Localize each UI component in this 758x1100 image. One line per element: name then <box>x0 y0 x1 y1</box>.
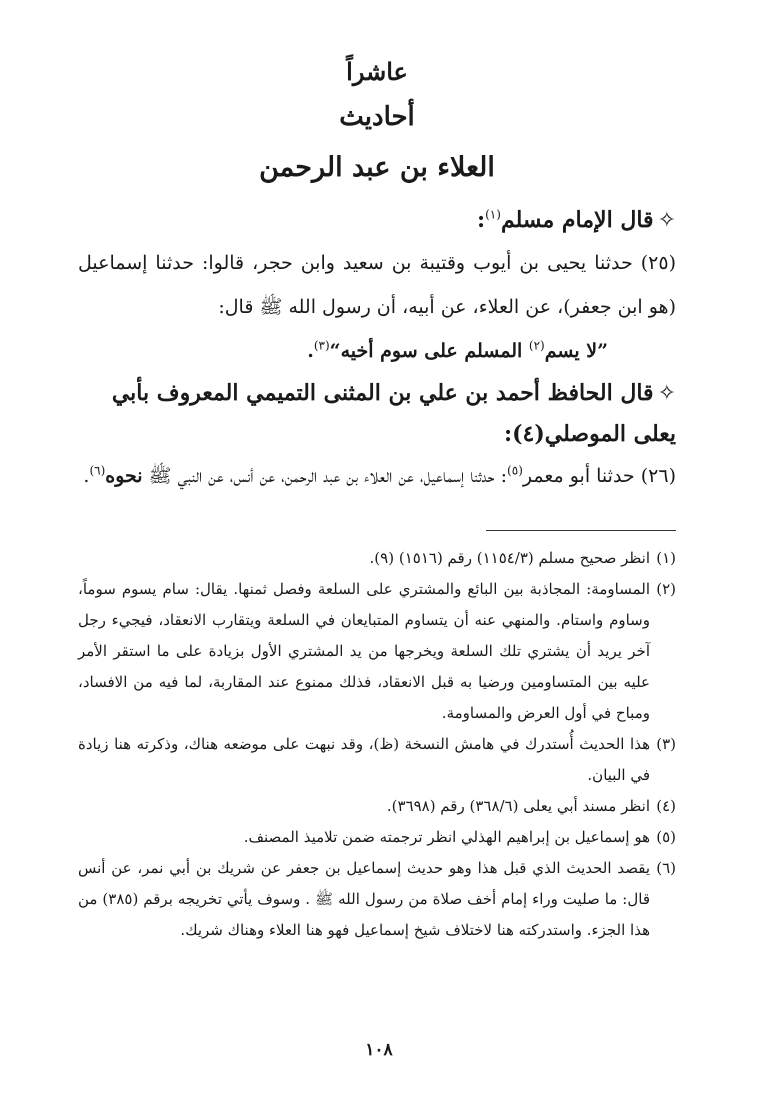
footnote-number: (٤) <box>656 797 676 815</box>
footnote-1 <box>78 543 676 574</box>
footnote-text: هو إسماعيل بن إبراهيم الهذلي انظر ترجمته ضمن تلاميذ المصنف. <box>243 828 650 846</box>
chapter-title: العلاء بن عبد الرحمن <box>259 152 495 183</box>
footnote-ref: (٥) <box>507 463 523 478</box>
hadith-26 <box>78 454 676 498</box>
hadith-text-a: حدثنا أبو معمر <box>522 465 635 487</box>
hadith-number: (٢٥) <box>640 252 676 274</box>
quote-part-2: المسلم على سوم أخيه“ <box>329 340 529 362</box>
heading-text: قال الحافظ أحمد بن علي بن المثنى التميمي المعروف بأبي يعلى الموصلي(٤): <box>111 380 676 447</box>
hadith-end: . <box>83 465 90 487</box>
footnote-ref: (٦) <box>89 463 106 478</box>
hadith-number: (٢٦) <box>640 465 676 487</box>
hadith-25 <box>78 241 676 329</box>
footnote-number: (١) <box>656 549 676 567</box>
footnotes <box>78 543 676 946</box>
page-body <box>78 50 676 946</box>
star-icon: ✧ <box>657 208 676 233</box>
footnote-separator <box>486 530 676 531</box>
footnote-text: انظر صحيح مسلم (١١٥٤/٣) رقم (١٥١٦) (٩). <box>369 549 650 567</box>
page-number: ١٠٨ <box>365 1040 393 1060</box>
footnote-text: المساومة: المجاذبة بين البائع والمشتري على السلعة وفصل ثمنها. يقال: سام يسوم سوماً، وساوم واستام. والمنهي عنه أن يتساوم المتبايعان في السلعة ويتقارب الانعقاد، فيجيء رجل آخر يريد أن يشتري تلك السلعة ويخرجها من يد المشتري الأول بزيادة على ما استقر الأمر عليه بين المتساومين ورضيا به قبل الانعقاد، فذلك ممنوع عند المقاربة، لما فيه من الافساد، ومباح في أول العرض والمساومة. <box>78 580 650 722</box>
footnote-ref: (٢) <box>528 338 545 353</box>
quote-end: . <box>307 340 314 362</box>
footnote-2 <box>78 574 676 729</box>
hadith-quote <box>78 329 676 373</box>
footnote-number: (٢) <box>656 580 676 598</box>
footnote-ref: (١) <box>485 207 501 222</box>
footnote-5 <box>78 822 676 853</box>
footnote-text: انظر مسند أبي يعلى (٣٦٨/٦) رقم (٣٦٩٨). <box>386 797 650 815</box>
footnote-text: هذا الحديث أُستدرك في هامش النسخة (ظ)، وقد نبهت على موضعه هناك، وذكرته هنا زيادة في البيان. <box>78 735 650 784</box>
heading-colon: : <box>476 207 486 233</box>
footnote-text: يقصد الحديث الذي قبل هذا وهو حديث إسماعيل بن جعفر عن شريك بن أبي نمر، عن أنس قال: ما صليت وراء إمام أخف صلاة من رسول الله ﷺ . وسوف يأتي تخريجه برقم (٣٨٥) من هذا الجزء. واستدركته هنا لاختلاف شيخ إسماعيل فهو هنا العلاء وهناك شريك. <box>78 859 650 939</box>
footnote-4 <box>78 791 676 822</box>
footnote-number: (٦) <box>656 859 676 877</box>
title-block <box>78 50 676 196</box>
quote-part-1: ”لا يسم <box>544 340 608 362</box>
footnote-number: (٣) <box>656 735 676 753</box>
section-heading-abu-yala <box>78 373 676 454</box>
footnote-number: (٥) <box>656 828 676 846</box>
star-icon: ✧ <box>657 381 676 406</box>
hadith-text: حدثنا يحيى بن أيوب وقتيبة بن سعيد وابن حجر، قالوا: حدثنا إسماعيل (هو ابن جعفر)، عن العلاء، عن أبيه، أن رسول الله ﷺ قال: <box>78 252 676 318</box>
chapter-label: أحاديث <box>339 102 415 132</box>
footnote-6 <box>78 853 676 946</box>
footnote-ref: (٣) <box>313 338 330 353</box>
hadith-text-b: : حدثنا إسماعيل، عن العلاء بن عبد الرحمن، عن أنس، عن النبي ﷺ <box>142 465 508 487</box>
footnote-3 <box>78 729 676 791</box>
chapter-number: عاشراً <box>346 57 408 86</box>
heading-text: قال الإمام مسلم <box>500 207 654 233</box>
hadith-bold-word: نحوه <box>105 465 143 487</box>
section-heading-muslim <box>78 200 676 241</box>
